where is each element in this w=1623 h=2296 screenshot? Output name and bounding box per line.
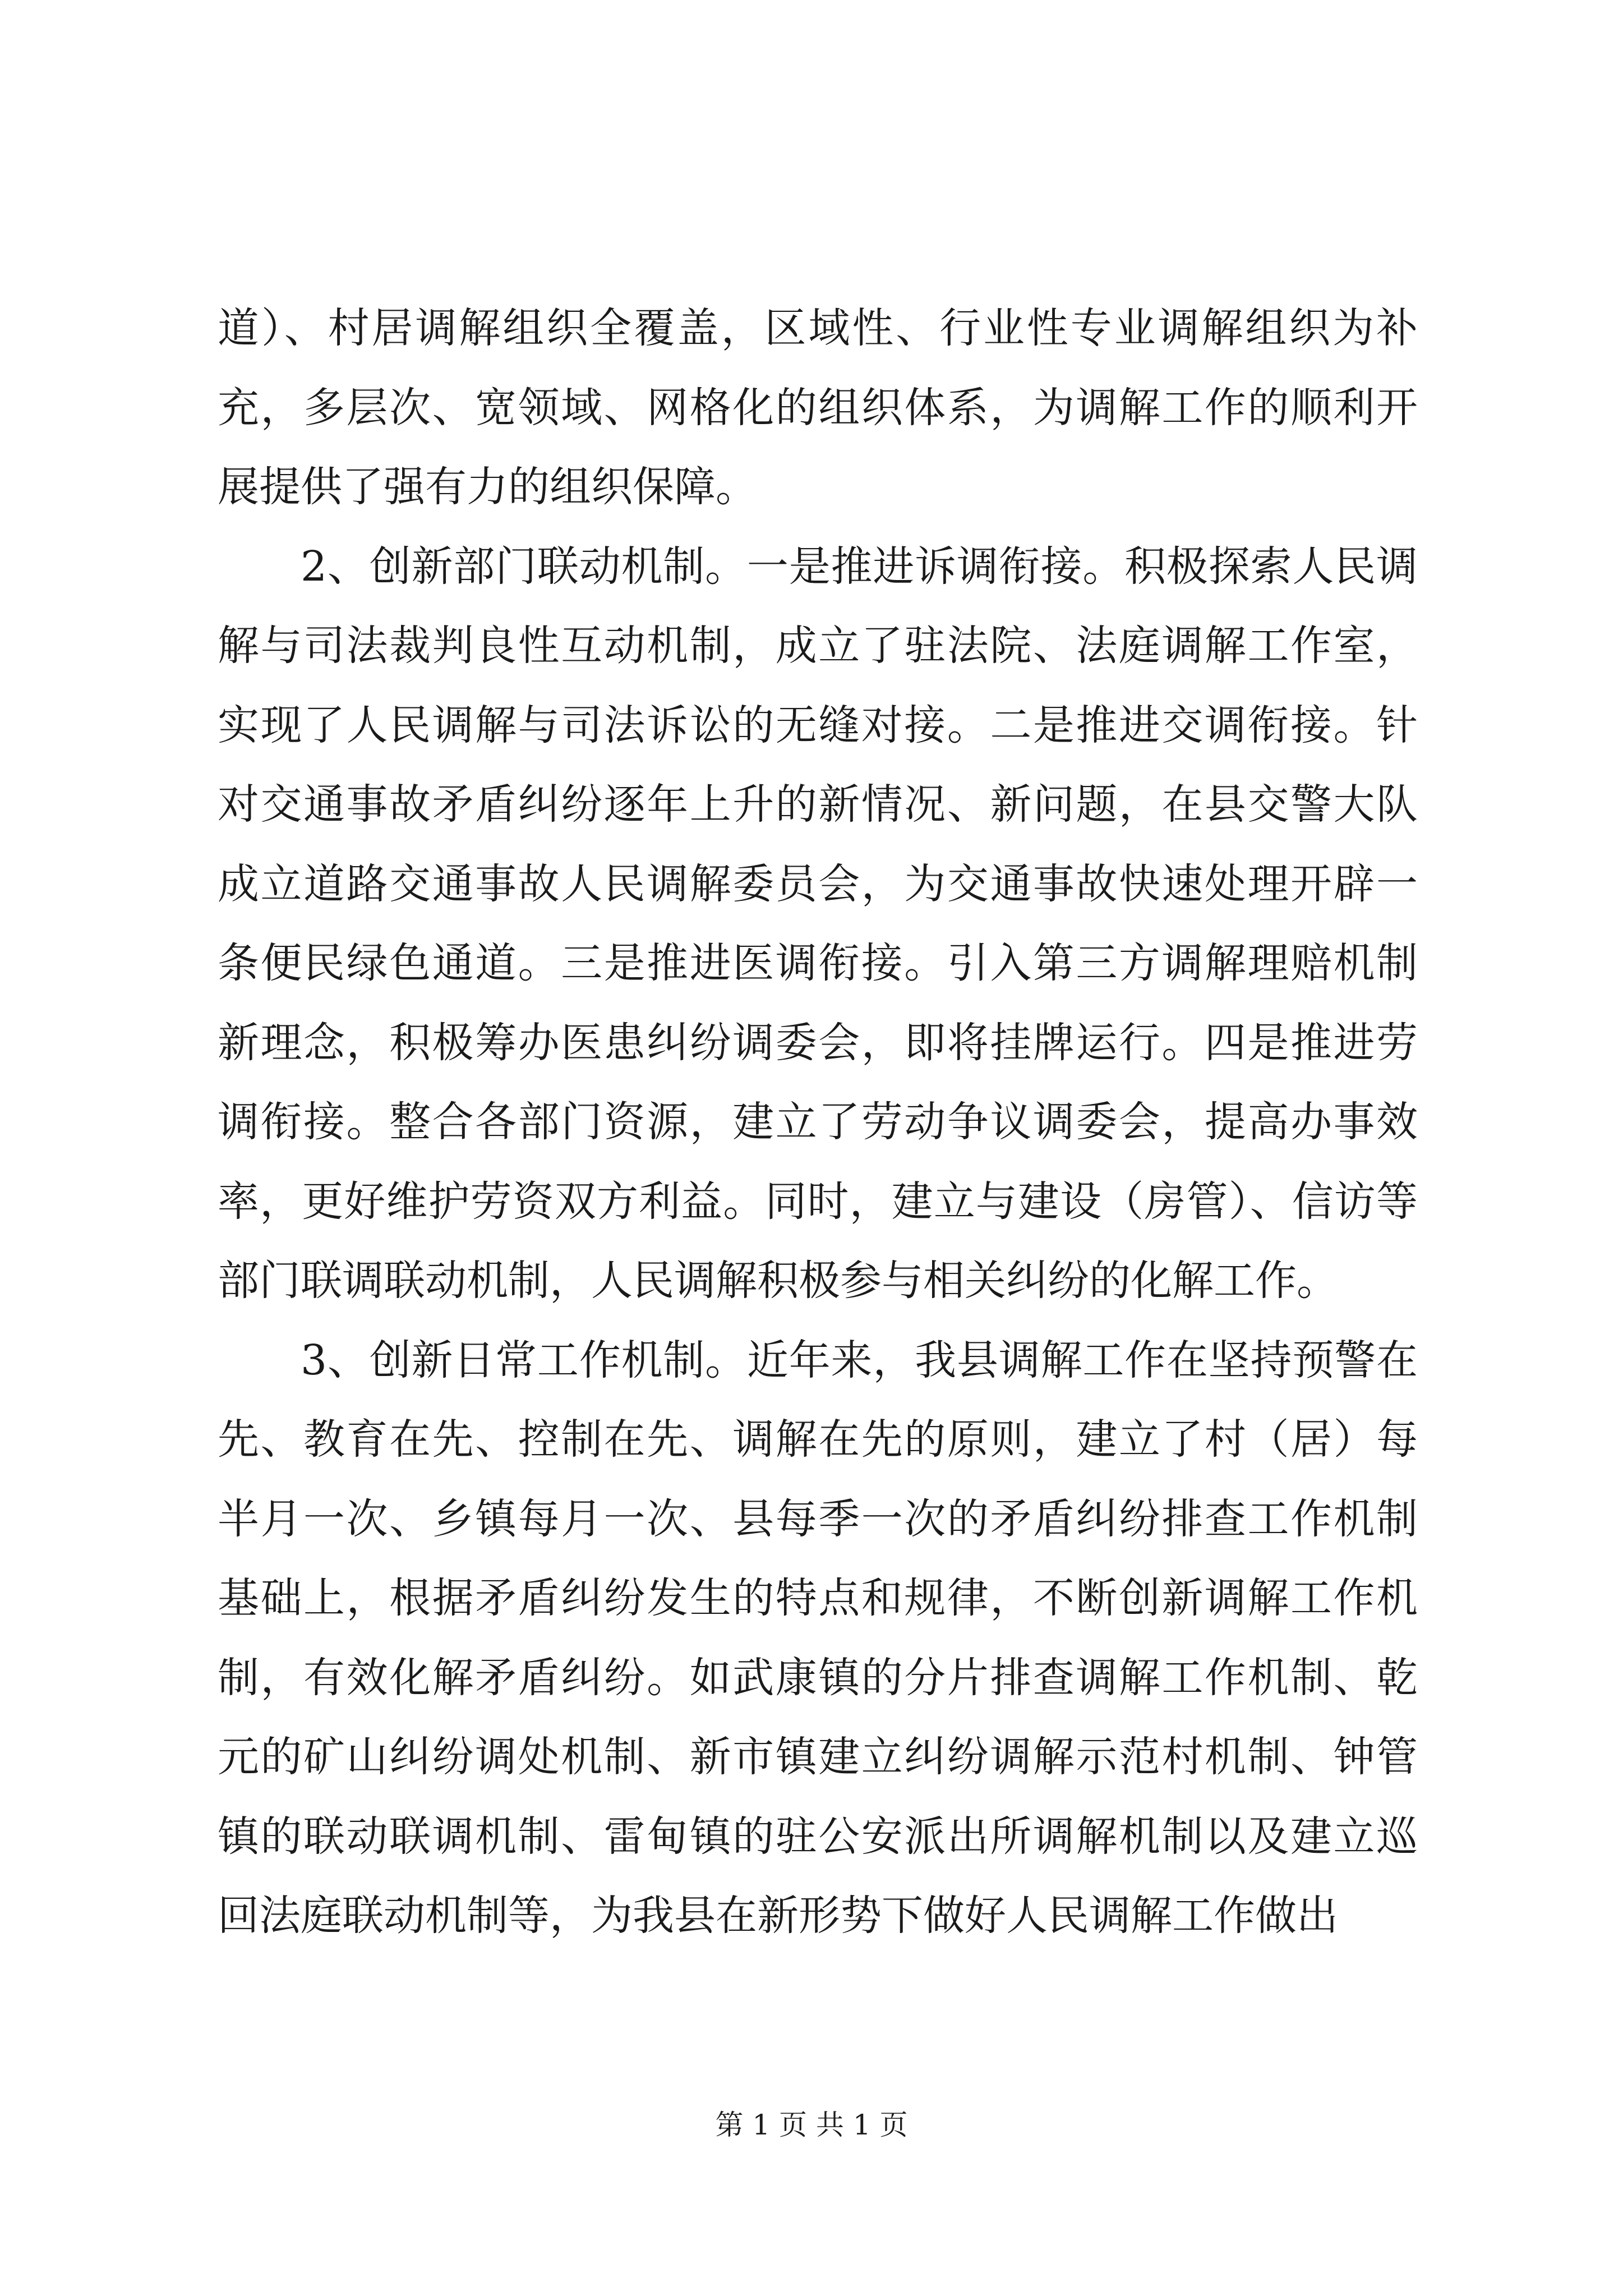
paragraph-continuation: 道）、村居调解组织全覆盖，区域性、行业性专业调解组织为补充，多层次、宽领域、网格化的组织体系，为调解工作的顺利开展提供了强有力的组织保障。 xyxy=(218,304,1418,511)
paragraph-department-linkage: 2、创新部门联动机制。一是推进诉调衔接。积极探索人民调解与司法裁判良性互动机制，成立了驻法院、法庭调解工作室，实现了人民调解与司法诉讼的无缝对接。二是推进交调衔接。针对交通事故矛盾纠纷逐年上升的新情况、新问题，在县交警大队成立道路交通事故人民调解委员会，为交通事故快速处理开辟一条便民绿色通道。三是推进医调衔接。引入第三方调解理赔机制新理念，积极筹办医患纠纷调委会，即将挂牌运行。四是推进劳调衔接。整合各部门资源，建立了劳动争议调委会，提高办事效率，更好维护劳资双方利益。同时，建立与建设（房管）、信访等部门联调联动机制，人民调解积极参与相关纠纷的化解工作。 xyxy=(218,542,1418,1305)
paragraph-daily-work-mechanism: 3、创新日常工作机制。近年来，我县调解工作在坚持预警在先、教育在先、控制在先、调解在先的原则，建立了村（居）每半月一次、乡镇每月一次、县每季一次的矛盾纠纷排查工作机制基础上，根据矛盾纠纷发生的特点和规律，不断创新调解工作机制，有效化解矛盾纠纷。如武康镇的分片排查调解工作机制、乾元的矿山纠纷调处机制、新市镇建立纠纷调解示范村机制、钟管镇的联动联调机制、雷甸镇的驻公安派出所调解机制以及建立巡回法庭联动机制等，为我县在新形势下做好人民调解工作做出 xyxy=(218,1336,1418,1940)
page-footer: 第 1 页 共 1 页 xyxy=(715,2109,908,2141)
document-body xyxy=(218,289,1418,1956)
